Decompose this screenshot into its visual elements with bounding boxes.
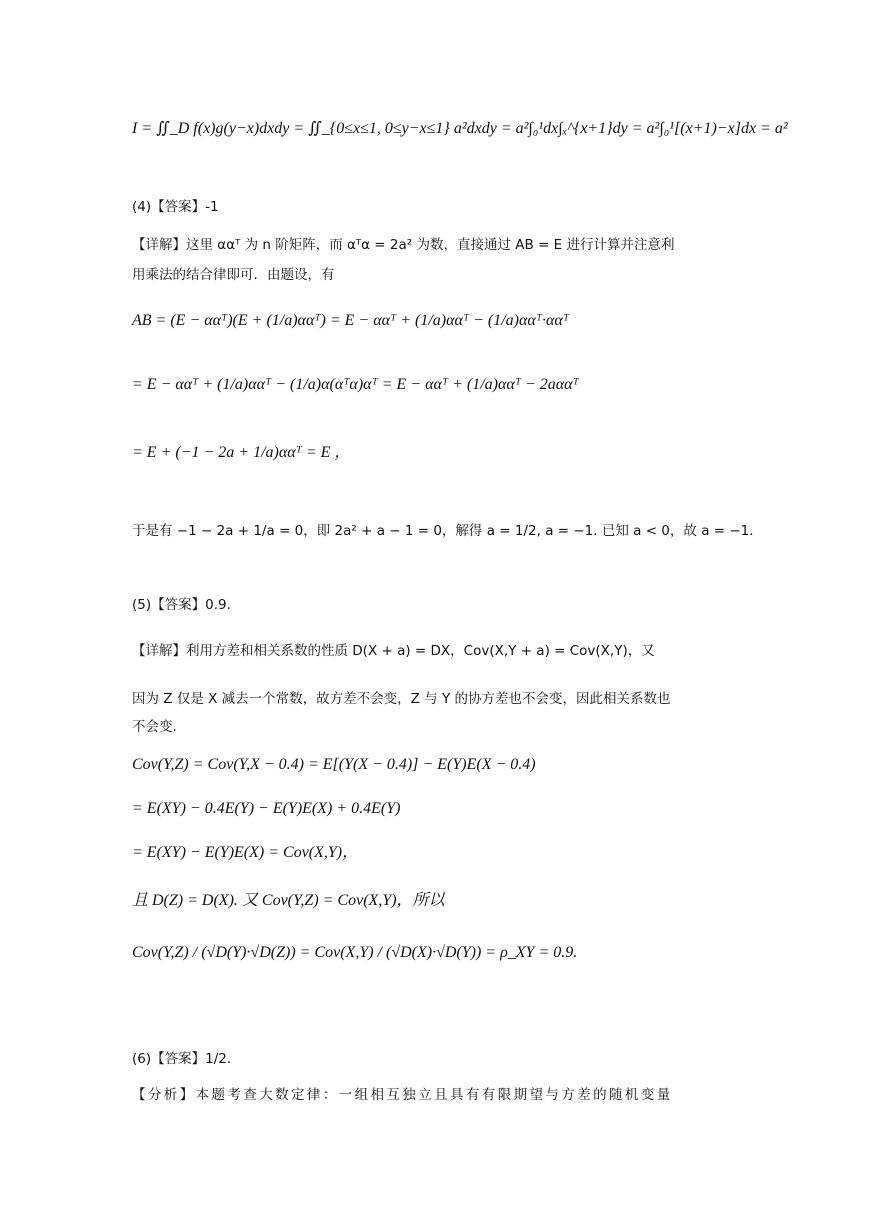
equation-rho: Cov(Y,Z) / (√D(Y)·√D(Z)) = Cov(X,Y) / (√D(X)·√D(Y)) = ρ_XY = 0.9. [132, 944, 578, 961]
equation-AB-3: = E + (−1 − 2a + 1/a)ααᵀ = E ， [132, 444, 351, 461]
equation-cov-1: Cov(Y,Z) = Cov(Y,X − 0.4) = E[(Y(X − 0.4)] − E(Y)E(X − 0.4) [132, 756, 536, 773]
analysis-6: 【分析】本题考查大数定律：一组相互独立且具有有限期望与方差的随机变量 [132, 1087, 673, 1103]
equation-cov-2: = E(XY) − 0.4E(Y) − E(Y)E(X) + 0.4E(Y) [132, 800, 401, 817]
equation-AB-2: = E − ααᵀ + (1/a)ααᵀ − (1/a)α(αᵀα)αᵀ = E − ααᵀ + (1/a)ααᵀ − 2aααᵀ [132, 376, 579, 393]
equation-cov-3: = E(XY) − E(Y)E(X) = Cov(X,Y)， [132, 844, 359, 861]
equation-AB-1: AB = (E − ααᵀ)(E + (1/a)ααᵀ) = E − ααᵀ + (1/a)ααᵀ − (1/a)ααᵀ·ααᵀ [132, 312, 569, 329]
answer-6: (6)【答案】1/2． [132, 1051, 241, 1067]
detail-5-line-1: 【详解】利用方差和相关系数的性质 D(X + a) = DX，Cov(X,Y + a) = Cov(X,Y)，又 [132, 643, 655, 659]
answer-5: (5)【答案】0.9. [132, 597, 231, 613]
equation-cov-4: 且 D(Z) = D(X). 又 Cov(Y,Z) = Cov(X,Y)，所以 [132, 892, 445, 909]
detail-4-line-1: 【详解】这里 ααᵀ 为 n 阶矩阵，而 αᵀα = 2a² 为数，直接通过 AB = E 进行计算并注意利 [132, 237, 675, 253]
detail-5-line-3: 不会变. [132, 719, 177, 735]
detail-5-line-2: 因为 Z 仅是 X 减去一个常数，故方差不会变，Z 与 Y 的协方差也不会变，因此相关系数也 [132, 691, 671, 707]
equation-integral-I: I = ∬_D f(x)g(y−x)dxdy = ∬_{0≤x≤1, 0≤y−x≤1} a²dxdy = a²∫₀¹dx∫ₓ^{x+1}dy = a²∫₀¹[(x+1)−x]dx = a² [132, 120, 788, 137]
equation-solution: 于是有 −1 − 2a + 1/a = 0，即 2a² + a − 1 = 0，解得 a = 1/2, a = −1. 已知 a < 0，故 a = −1． [132, 523, 763, 539]
detail-4-line-2: 用乘法的结合律即可．由题设，有 [132, 267, 335, 283]
answer-4: (4)【答案】-1 [132, 199, 219, 215]
